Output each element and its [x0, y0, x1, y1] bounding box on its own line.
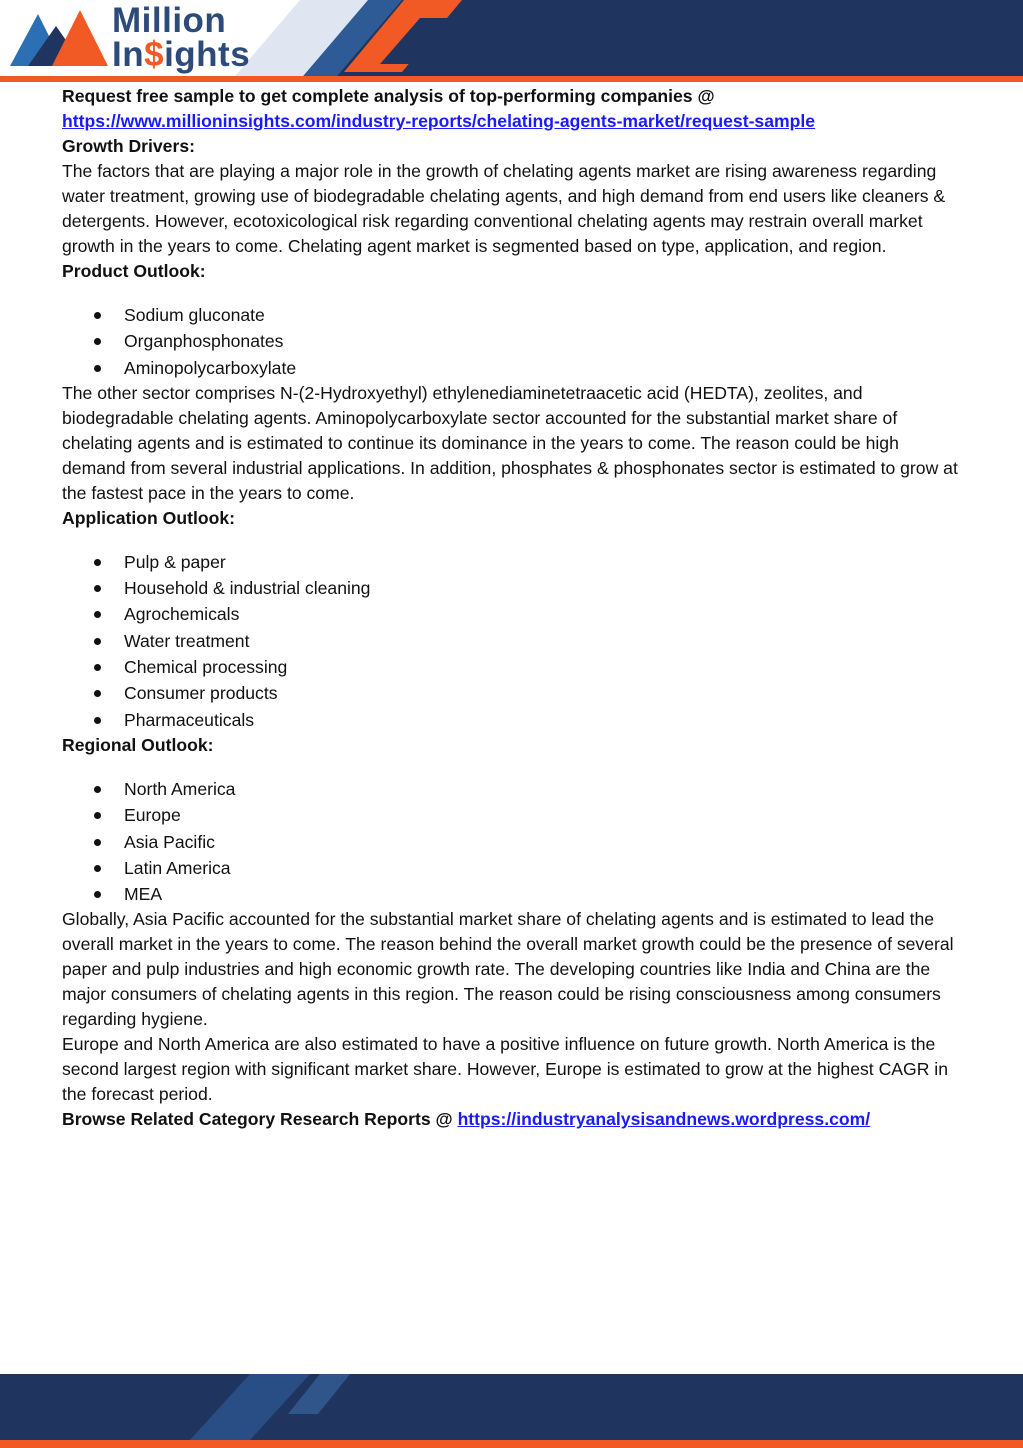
list-item: Europe	[62, 802, 962, 828]
list-item: Pulp & paper	[62, 549, 962, 575]
header-banner	[0, 0, 1023, 82]
list-item: Latin America	[62, 855, 962, 881]
list-item: Household & industrial cleaning	[62, 575, 962, 601]
growth-drivers-paragraph: The factors that are playing a major role in the growth of chelating agents market are rising awareness regarding water treatment, growing use of biodegradable chelating agents, and high demand from end users like cleaners & detergents. However, ecotoxicological risk regarding conventional chelating agents may restrain overall market growth in the years to come. Chelating agent market is segmented based on type, application, and region.	[62, 161, 946, 256]
application-list	[62, 549, 962, 733]
list-item: Agrochemicals	[62, 601, 962, 627]
footer-banner	[0, 1374, 1023, 1448]
list-item: Consumer products	[62, 680, 962, 706]
document-content	[62, 84, 962, 1132]
regional-list	[62, 776, 962, 907]
list-item: Asia Pacific	[62, 829, 962, 855]
dollar-symbol: $	[144, 35, 165, 74]
list-item: Aminopolycarboxylate	[62, 355, 962, 381]
growth-drivers-heading: Growth Drivers:	[62, 136, 195, 156]
list-item: North America	[62, 776, 962, 802]
list-item: Pharmaceuticals	[62, 707, 962, 733]
application-outlook-heading: Application Outlook:	[62, 507, 235, 528]
mountain-peaks-logo-icon	[10, 6, 110, 68]
product-paragraph: The other sector comprises N-(2-Hydroxyethyl) ethylenediaminetetraacetic acid (HEDTA), zeolites, and biodegradable chelating agents. Aminopolycarboxylate sector accounted for the substantial market share of chelating agents and is estimated to continue its dominance in the years to come. The reason could be high demand from several industrial applications. In addition, phosphates & phosphonates sector is estimated to grow at the fastest pace in the years to come.	[62, 382, 958, 503]
list-item: MEA	[62, 881, 962, 907]
brand-name-line1: Million	[112, 1, 227, 40]
regional-paragraph-2: Europe and North America are also estimated to have a positive influence on future growth. North America is the second largest region with significant market share. However, Europe is estimated to grow at the highest CAGR in the forecast period.	[62, 1034, 948, 1105]
list-item: Chemical processing	[62, 654, 962, 680]
brand-name	[112, 1, 251, 74]
product-outlook-heading: Product Outlook:	[62, 261, 206, 281]
list-item: Water treatment	[62, 628, 962, 654]
list-item: Sodium gluconate	[62, 302, 962, 328]
regional-outlook-heading: Regional Outlook:	[62, 734, 214, 755]
browse-reports-link[interactable]: https://industryanalysisandnews.wordpress.com/	[457, 1109, 871, 1130]
request-sample-link[interactable]: https://www.millioninsights.com/industry-reports/chelating-agents-market/request-sample	[62, 111, 816, 131]
request-sample-text: Request free sample to get complete analysis of top-performing companies @ https://www.millioninsights.com/industry-reports/chelating-agents-market/request-sample	[62, 86, 816, 131]
regional-paragraph-1: Globally, Asia Pacific accounted for the substantial market share of chelating agents and is estimated to lead the overall market in the years to come. The reason behind the overall market growth could be the presence of several paper and pulp industries and high economic growth rate. The developing countries like India and China are the major consumers of chelating agents in this region. The reason could be rising consciousness among consumers regarding hygiene.	[62, 909, 954, 1030]
footer-decoration	[0, 1374, 1023, 1448]
brand-name-line2: In$ights	[112, 35, 251, 74]
list-item: Organphosphonates	[62, 328, 962, 354]
browse-related-reports: Browse Related Category Research Reports @ https://industryanalysisandnews.wordpress.com/	[62, 1109, 871, 1130]
product-list	[62, 302, 962, 381]
